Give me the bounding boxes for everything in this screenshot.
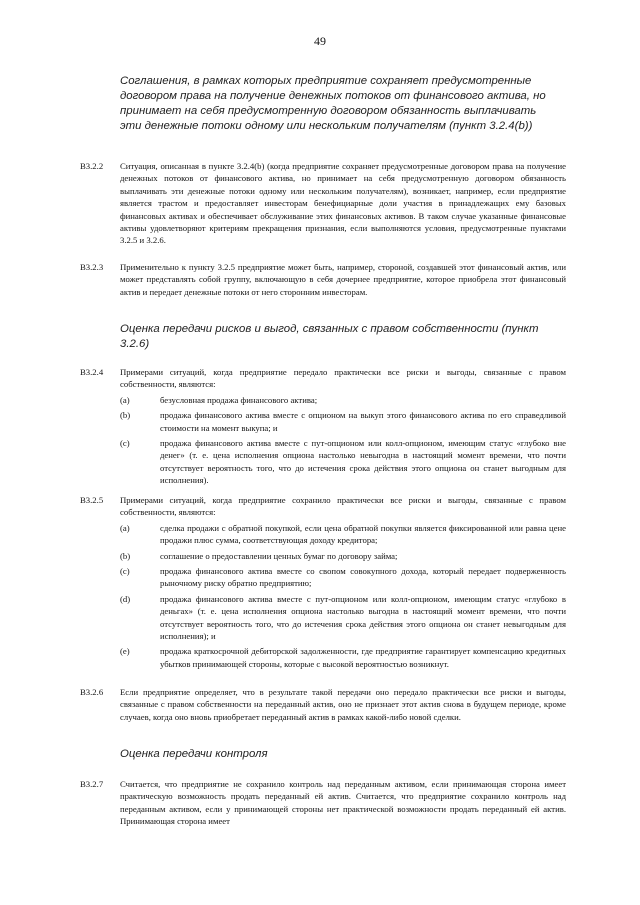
list-item-label: (b) — [120, 550, 131, 561]
list-item-text: продажа финансового актива вместе с пут-опционом или колл-опционом, имеющим статус «глубоко вне денег» (т. е. цена исполнения опциона настолько невыгодна в настоящий момент времени, что почти отсутствует вероятность того, что до истечения срока действия этого опциона он станет выгодным для исполнения). — [160, 438, 566, 486]
paragraph-text: Ситуация, описанная в пункте 3.2.4(b) (когда предприятие сохраняет предусмотренные договором права на получение денежных потоков от финансового актива, но принимает на себя предусмотренную договором обязанность выплачивать эти денежные потоки одному или нескольким получателям), возникает, например, если предприятие является трастом и предоставляет инвесторам бенефициарные доли участия в принадлежащих ему базовых финансовых активах и обеспечивает обслуживание этих финансовых активов. В таком случае указанные финансовые активы удовлетворяют критериям прекращения признания, если выполняются условия, предусмотренные пунктами 3.2.5 и 3.2.6. — [120, 161, 566, 246]
list — [120, 394, 566, 487]
list-item-label: (c) — [120, 566, 130, 577]
list-item — [120, 593, 566, 643]
section-heading-control: Оценка передачи контроля — [120, 748, 268, 760]
list-item-text: соглашение о предоставлении ценных бумаг по договору займа; — [160, 550, 398, 561]
section-heading-risks-rewards: Оценка передачи рисков и выгод, связанных с правом собственности (пункт 3.2.6) — [120, 323, 539, 350]
paragraph-text: Считается, что предприятие не сохранило контроль над переданным активом, если принимающая сторона имеет практическую возможность продать переданный ей актив. Считается, что предприятие сохранило контроль над переданным активом, если у принимающей стороны нет практической возможности продать переданный ей актив. Принимающая сторона имеет — [120, 779, 566, 827]
paragraph-b3-2-3 — [80, 261, 566, 298]
list-item — [120, 437, 566, 487]
list-item — [120, 409, 566, 434]
list-item-text: безусловная продажа финансового актива; — [160, 394, 318, 405]
paragraph-text: Примерами ситуаций, когда предприятие сохранило практически все риски и выгоды, связанные с правом собственности, являются: — [120, 495, 566, 518]
paragraph-b3-2-7 — [80, 778, 566, 828]
paragraph-number: B3.2.2 — [80, 161, 104, 171]
paragraph-number: B3.2.4 — [80, 367, 104, 377]
section-heading-cash-flows: Соглашения, в рамках которых предприятие сохраняет предусмотренные договором права на получение денежных потоков от финансового актива, но принимает на себя предусмотренную договором обязанность выплачивать эти денежные потоки одному или нескольким получателям (пункт 3.2.4(b)) — [120, 75, 546, 132]
list-item — [120, 522, 566, 547]
paragraph-text: Применительно к пункту 3.2.5 предприятие может быть, например, стороной, создавшей этот финансовый актив, или может представлять собой группу, включающую в себя дочернее предприятие, которое приобрела этот финансовый актив и передает денежные потоки от него сторонним инвесторам. — [120, 262, 566, 297]
list-item-text: продажа финансового актива вместе с опционом на выкуп этого финансового актива по его справедливой стоимости на момент выкупа; и — [160, 410, 566, 433]
list-item — [120, 565, 566, 590]
paragraph-number: B3.2.5 — [80, 495, 104, 505]
list-item-label: (e) — [120, 646, 130, 657]
list-item-label: (d) — [120, 593, 131, 604]
list-item-text: сделка продажи с обратной покупкой, если цена обратной покупки является фиксированной или равна цене продажи плюс сумма, соответствующая доходу кредитора; — [160, 522, 566, 546]
list-item-label: (c) — [120, 438, 130, 449]
list — [120, 522, 566, 670]
page-number: 49 — [314, 34, 326, 48]
list-item-label: (b) — [120, 410, 131, 421]
list-item-text: продажа финансового актива вместе с пут-опционом или колл-опционом, имеющим статус «глубоко в деньгах» (т. е. цена исполнения опциона настолько выгодна в настоящий момент времени, что почти отсутствует вероятность того, что до истечения срока действия этого опциона он станет невыгодным для исполнения); и — [160, 593, 566, 642]
paragraph-b3-2-2 — [80, 160, 566, 247]
paragraph-number: B3.2.3 — [80, 262, 104, 272]
list-item-label: (a) — [120, 394, 130, 405]
list-item-text: продажа финансового актива вместе со свопом совокупного дохода, который передает подверженность рыночному риску обратно предприятию; — [160, 566, 566, 589]
list-item — [120, 550, 566, 562]
paragraph-b3-2-4 — [80, 366, 566, 487]
list-item — [120, 645, 566, 670]
list-item — [120, 394, 566, 406]
list-item-label: (a) — [120, 522, 130, 533]
paragraph-text: Если предприятие определяет, что в результате такой передачи оно передало практически все риски и выгоды, связанные с правом собственности на переданный актив, оно не признает этот актив снова в будущем периоде, кроме случаев, когда оно вновь приобретает переданный актив в рамках какой-либо новой сделки. — [120, 687, 566, 722]
paragraph-number: B3.2.6 — [80, 687, 104, 697]
paragraph-b3-2-6 — [80, 686, 566, 723]
paragraph-number: B3.2.7 — [80, 779, 104, 789]
paragraph-b3-2-5 — [80, 494, 566, 670]
list-item-text: продажа краткосрочной дебиторской задолженности, где предприятие гарантирует компенсацию кредитных убытков принимающей стороны, которые с высокой вероятностью возникнут. — [160, 646, 566, 669]
paragraph-text: Примерами ситуаций, когда предприятие передало практически все риски и выгоды, связанные с правом собственности, являются: — [120, 367, 566, 390]
